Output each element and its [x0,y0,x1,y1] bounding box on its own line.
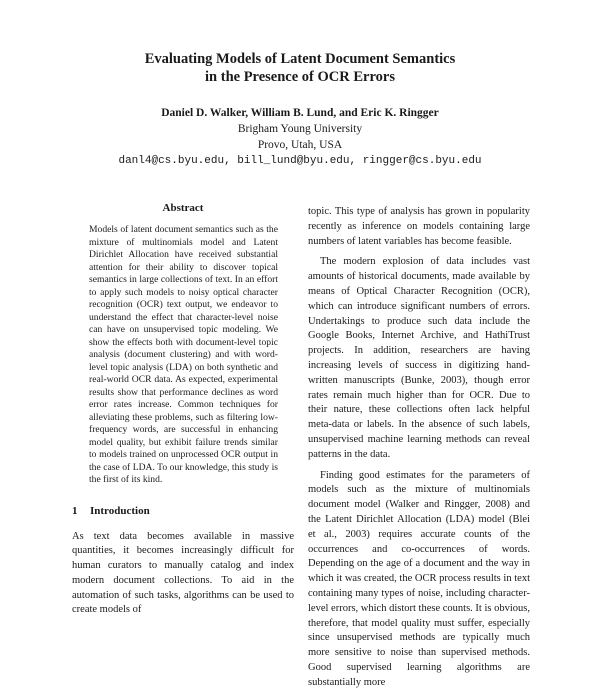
author-emails: danl4@cs.byu.edu, bill_lund@byu.edu, ringger@cs.byu.edu [118,155,482,167]
abstract-text: Models of latent document semantics such as the mixture of multinomials model and Latent Dirichlet Allocation have received substantial attention for their ability to discover topical semantics in large collections of text. In an effort to apply such models to noisy optical character recognition (OCR) text output, we endeavor to understand the effect that character-level noise can have on unsupervised topic modeling. We show the effects both with document-level topic analysis (document clustering) and with word-level topic analysis (LDA) on both synthetic and real-world OCR data. As expected, experimental results show that performance declines as word error rates increase. Common techniques for alleviating these problems, such as filtering low-frequency words, are successful in enhancing model quality, but exhibit failure trends similar to models trained on unprocessed OCR output in the case of LDA. To our knowledge, this study is the first of its kind. [89,224,278,485]
intro-paragraph-continued: topic. This type of analysis has grown in popularity recently as inference on models containing large numbers of latent variables has become feasible. [308,206,530,247]
title-line-1: Evaluating Models of Latent Document Semantics [144,51,456,67]
location: Provo, Utah, USA [257,139,343,151]
section-title: Introduction [90,504,150,517]
paper-title [0,50,600,86]
intro-paragraph-2: The modern explosion of data includes vast amounts of historical documents, made available by means of Optical Character Recognition (OCR), which can introduce significant numbers of errors. Undertakings to produce such data include the Google Books, Internet Archive, and HathiTrust projects. In addition, researchers are having increasing levels of success in digitizing hand-written manuscripts (Bunke, 2003), though error rates remain much higher than for OCR. Due to their nature, these collections often lack helpful meta-data or labels. In the absence of such labels, unsupervised machine learning methods can reveal patterns in the data. [308,256,530,460]
author-names: Daniel D. Walker, William B. Lund, and Eric K. Ringger [161,107,439,119]
left-column [72,202,294,618]
author-block [0,105,600,169]
section-heading-introduction [72,504,294,518]
title-line-2: in the Presence of OCR Errors [205,69,395,85]
section-number: 1 [72,504,78,517]
affiliation: Brigham Young University [237,123,363,135]
abstract-heading: Abstract [162,202,204,214]
right-column [308,205,530,691]
intro-paragraph-3: Finding good estimates for the parameters of models such as the mixture of multinomials document model (Walker and Ringger, 2008) and the Latent Dirichlet Allocation (LDA) model (Blei et al., 2003) requires accurate counts of the occurrences and co-occurrences of words. Depending on the age of a document and the way in which it was created, the OCR process results in text containing many types of noise, including character-level errors, which distort these counts. It is obvious, therefore, that model quality must suffer, especially since unsupervised methods are typically much more sensitive to noise than supervised methods. Good supervised learning algorithms are substantially more [308,469,530,688]
intro-paragraph-1: As text data becomes available in massive quantities, it becomes increasingly difficult for human curators to manually catalog and index modern document collections. To aid in the automation of such tasks, algorithms can be used to create models of [72,530,294,616]
